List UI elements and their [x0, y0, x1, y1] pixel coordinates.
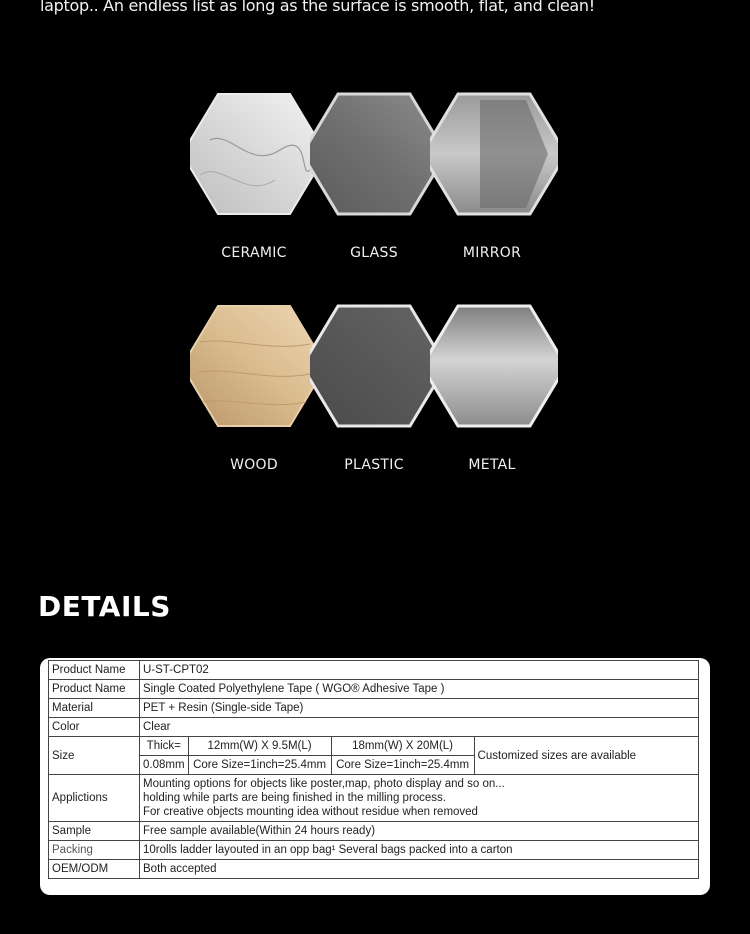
cell-label: Size [49, 737, 140, 775]
surface-label-metal: METAL [468, 457, 516, 473]
table-row [49, 718, 699, 737]
details-table-card [40, 658, 710, 895]
ceramic-hex-icon [190, 80, 318, 232]
table-row [49, 661, 699, 680]
cell-value: Free sample available(Within 24 hours ready) [140, 822, 699, 841]
surface-label-ceramic: CERAMIC [221, 245, 287, 261]
table-row [49, 841, 699, 860]
applications-line: Mounting options for objects like poster,map, photo display and so on... [143, 778, 505, 790]
mirror-hex-icon [430, 80, 558, 232]
cell-label: Product Name [49, 661, 140, 680]
glass-hex-icon [310, 80, 438, 232]
cell-value: Clear [140, 718, 699, 737]
cell-label: Material [49, 699, 140, 718]
table-row [49, 860, 699, 879]
cell-value: Single Coated Polyethylene Tape ( WGO® Adhesive Tape ) [140, 680, 699, 699]
details-table [48, 660, 699, 879]
cell-label: Product Name [49, 680, 140, 699]
details-heading: DETAILS [38, 590, 171, 623]
wood-hex-icon [190, 292, 318, 444]
metal-hex-icon [430, 292, 558, 444]
cell-label: OEM/ODM [49, 860, 140, 879]
cell-label: Packing [49, 841, 140, 860]
plastic-hex-icon [310, 292, 438, 444]
cell-value: Both accepted [140, 860, 699, 879]
cell-value: 12mm(W) X 9.5M(L) [188, 737, 331, 756]
cell-value: 10rolls ladder layouted in an opp bag¹ Several bags packed into a carton [140, 841, 699, 860]
table-row [49, 699, 699, 718]
cell-value: Core Size=1inch=25.4mm [188, 756, 331, 775]
cell-value [140, 775, 699, 822]
table-row [49, 680, 699, 699]
cell-value: Core Size=1inch=25.4mm [331, 756, 474, 775]
cell-value: U-ST-CPT02 [140, 661, 699, 680]
cell-value: 18mm(W) X 20M(L) [331, 737, 474, 756]
applications-line: holding while parts are being finished in the milling process. [143, 792, 447, 804]
cell-label: Sample [49, 822, 140, 841]
cell-value: Customized sizes are available [474, 737, 698, 775]
cell-value: PET + Resin (Single-side Tape) [140, 699, 699, 718]
table-row [49, 775, 699, 822]
surface-label-wood: WOOD [230, 457, 278, 473]
surface-label-glass: GLASS [350, 245, 398, 261]
surface-label-mirror: MIRROR [462, 245, 522, 261]
cell-value: Thick= [140, 737, 189, 756]
intro-text: laptop.. An endless list as long as the surface is smooth, flat, and clean! [40, 0, 595, 15]
table-row [49, 737, 699, 756]
applications-line: For creative objects mounting idea without residue when removed [143, 806, 478, 818]
surface-label-plastic: PLASTIC [344, 457, 404, 473]
cell-label: Color [49, 718, 140, 737]
cell-value: 0.08mm [140, 756, 189, 775]
table-row [49, 822, 699, 841]
cell-label: Applictions [49, 775, 140, 822]
